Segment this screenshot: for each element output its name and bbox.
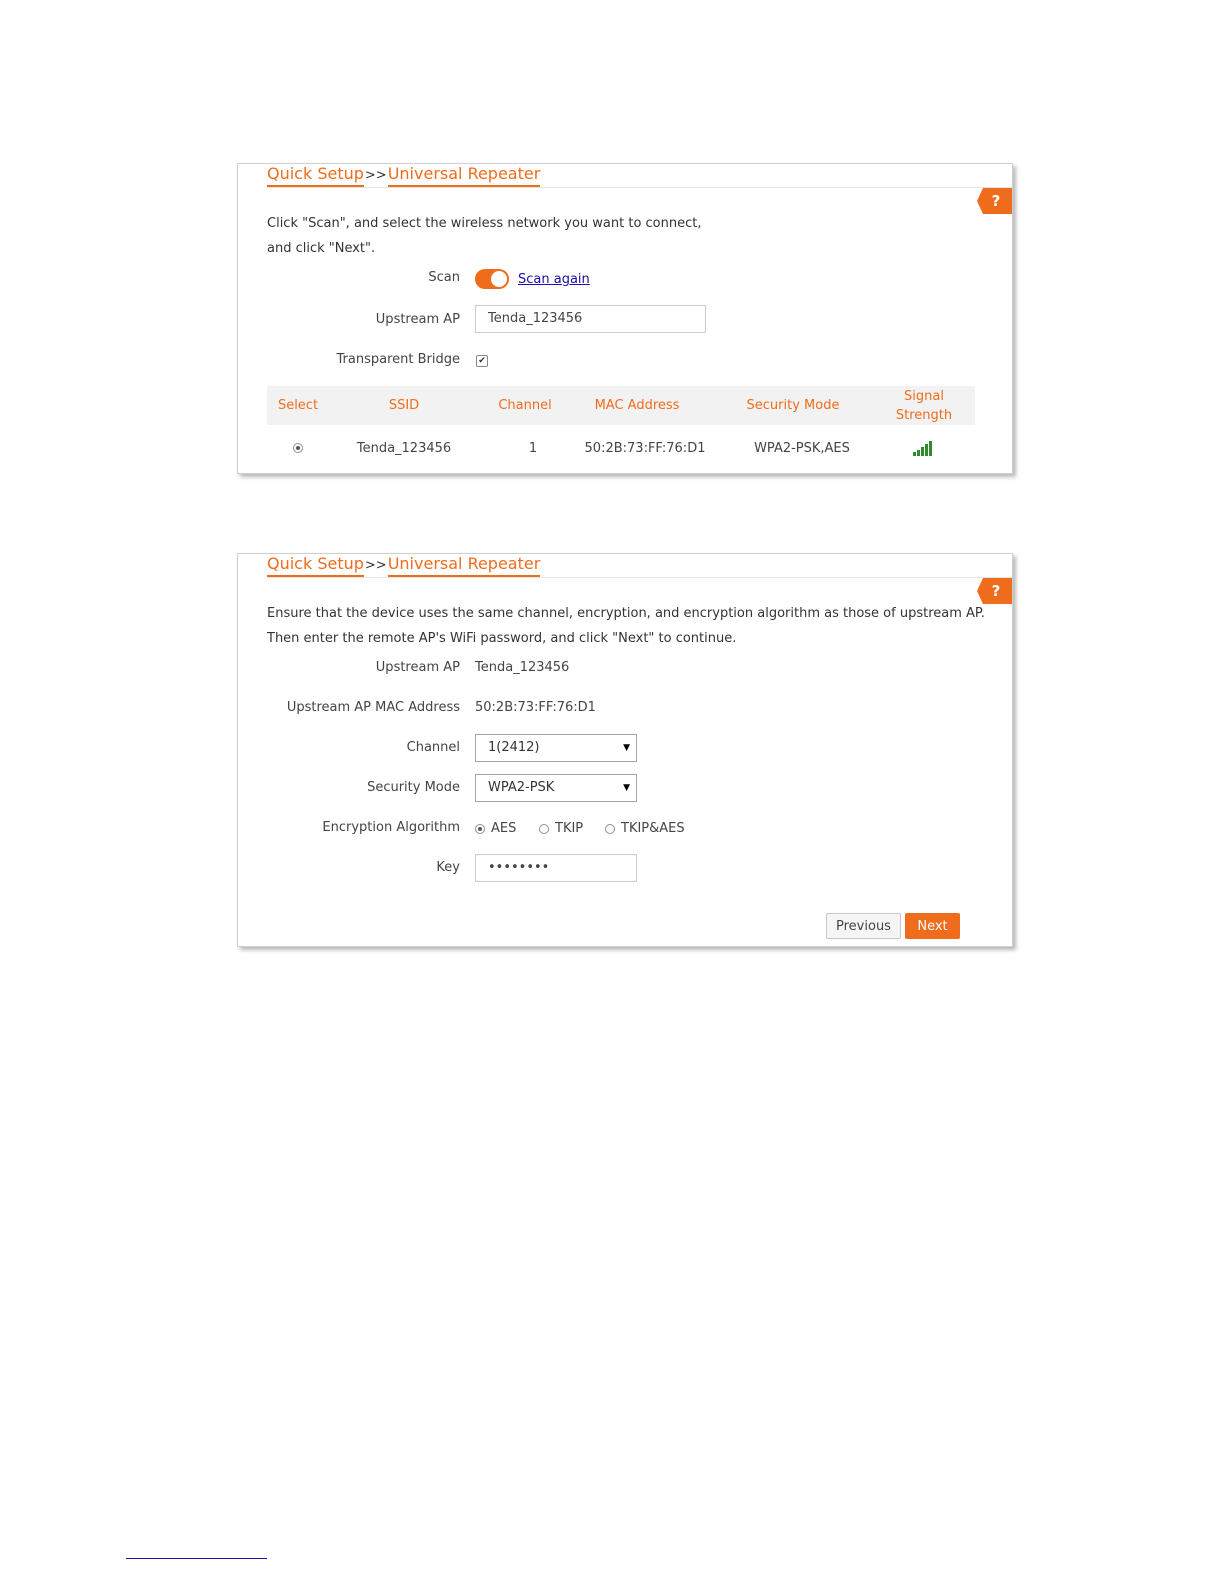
intro-text-line-2: and click "Next". bbox=[267, 241, 376, 256]
breadcrumb-universal-repeater: Universal Repeater bbox=[388, 164, 541, 187]
row-select-cell[interactable] bbox=[267, 436, 329, 460]
key-label: Key bbox=[436, 860, 460, 875]
scan-panel bbox=[237, 163, 1013, 474]
row-ssid: Tenda_123456 bbox=[356, 440, 452, 456]
security-mode-select[interactable] bbox=[475, 774, 637, 802]
column-header-signal bbox=[885, 386, 963, 425]
column-header-select: Select bbox=[277, 398, 319, 413]
scan-again-link[interactable]: Scan again bbox=[518, 272, 590, 287]
key-input[interactable]: •••••••• bbox=[475, 854, 637, 882]
tkip-aes-option-label: TKIP&AES bbox=[621, 821, 685, 836]
toggle-knob bbox=[491, 271, 507, 287]
scan-toggle[interactable] bbox=[475, 269, 509, 289]
column-header-security: Security Mode bbox=[746, 398, 840, 413]
scan-label: Scan bbox=[428, 270, 460, 285]
table-header bbox=[267, 386, 975, 425]
upstream-mac-value: 50:2B:73:FF:76:D1 bbox=[475, 700, 596, 715]
upstream-ap-label: Upstream AP bbox=[375, 312, 460, 327]
row-mac: 50:2B:73:FF:76:D1 bbox=[584, 440, 706, 456]
row-security: WPA2-PSK,AES bbox=[754, 440, 850, 456]
security-mode-select-value: WPA2-PSK bbox=[488, 780, 555, 795]
channel-select-value: 1(2412) bbox=[488, 740, 540, 755]
help-button[interactable] bbox=[977, 188, 1012, 214]
signal-header-line-2: Strength bbox=[895, 407, 953, 423]
breadcrumb-quick-setup[interactable]: Quick Setup bbox=[267, 164, 364, 187]
breadcrumb bbox=[267, 554, 540, 577]
encryption-algorithm-label: Encryption Algorithm bbox=[322, 820, 460, 835]
tkip-radio[interactable] bbox=[539, 824, 549, 834]
row-channel: 1 bbox=[528, 440, 538, 456]
settings-panel bbox=[237, 553, 1013, 947]
breadcrumb-universal-repeater: Universal Repeater bbox=[388, 554, 541, 577]
question-mark-icon bbox=[977, 188, 1012, 214]
signal-header-line-1: Signal bbox=[904, 388, 944, 404]
tkip-aes-radio[interactable] bbox=[605, 824, 615, 834]
row-signal-cell bbox=[885, 436, 963, 460]
intro-text-line-1: Click "Scan", and select the wireless network you want to connect, bbox=[267, 216, 702, 231]
help-glyph: ? bbox=[991, 582, 1001, 600]
transparent-bridge-label: Transparent Bridge bbox=[336, 352, 460, 367]
transparent-bridge-checkbox[interactable]: ✔ bbox=[476, 355, 488, 367]
breadcrumb-quick-setup[interactable]: Quick Setup bbox=[267, 554, 364, 577]
title-divider bbox=[267, 187, 1012, 188]
encryption-option-tkip[interactable] bbox=[539, 821, 583, 836]
column-header-mac: MAC Address bbox=[594, 398, 680, 413]
intro-text-line-1: Ensure that the device uses the same channel, encryption, and encryption algorithm as those of upstream AP. bbox=[267, 606, 985, 621]
upstream-ap-value: Tenda_123456 bbox=[475, 660, 570, 675]
column-header-ssid: SSID bbox=[388, 398, 420, 413]
next-button[interactable]: Next bbox=[905, 913, 960, 939]
security-mode-label: Security Mode bbox=[367, 780, 460, 795]
breadcrumb-separator: >> bbox=[364, 558, 387, 573]
intro-text-line-2: Then enter the remote AP's WiFi password, and click "Next" to continue. bbox=[267, 631, 737, 646]
row-select-radio[interactable] bbox=[293, 443, 303, 453]
channel-select[interactable] bbox=[475, 734, 637, 762]
dropdown-arrow-icon: ▼ bbox=[623, 743, 630, 753]
signal-strength-icon bbox=[913, 440, 935, 456]
upstream-ap-label: Upstream AP bbox=[375, 660, 460, 675]
breadcrumb bbox=[267, 164, 540, 187]
help-glyph: ? bbox=[991, 192, 1001, 210]
aes-radio[interactable] bbox=[475, 824, 485, 834]
dropdown-arrow-icon: ▼ bbox=[623, 783, 630, 793]
aes-option-label: AES bbox=[491, 821, 517, 836]
column-header-channel: Channel bbox=[498, 398, 552, 413]
channel-label: Channel bbox=[406, 740, 460, 755]
upstream-mac-label: Upstream AP MAC Address bbox=[286, 700, 460, 715]
title-divider bbox=[267, 577, 1012, 578]
encryption-option-tkip-aes[interactable] bbox=[605, 821, 685, 836]
encryption-option-aes[interactable] bbox=[475, 821, 516, 836]
previous-button[interactable]: Previous bbox=[826, 913, 901, 939]
footnote-divider bbox=[126, 1558, 267, 1559]
upstream-ap-input[interactable]: Tenda_123456 bbox=[475, 305, 706, 333]
breadcrumb-separator: >> bbox=[364, 168, 387, 183]
tkip-option-label: TKIP bbox=[555, 821, 584, 836]
